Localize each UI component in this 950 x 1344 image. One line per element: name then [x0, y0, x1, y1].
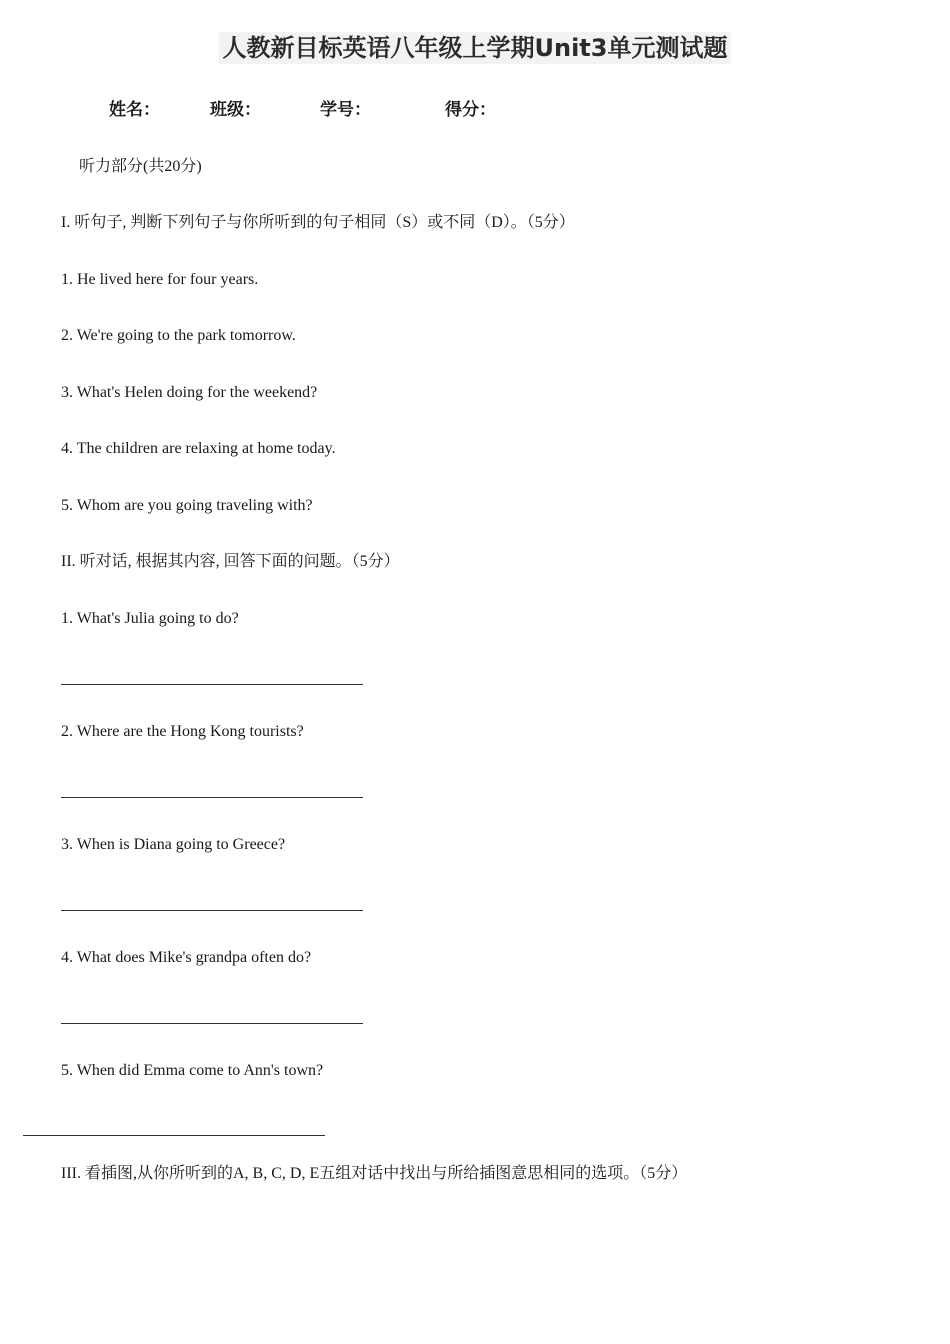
class-label: 班级：	[210, 100, 261, 120]
part2-question-4: 4. What does Mike's grandpa often do?	[61, 949, 312, 966]
part1-item-1: 1. He lived here for four years.	[61, 271, 259, 288]
page-title	[0, 30, 950, 66]
part1-item-2: 2. We're going to the park tomorrow.	[61, 327, 296, 344]
answer-blank-2[interactable]	[61, 797, 363, 798]
part1-item-5: 5. Whom are you going traveling with?	[61, 497, 313, 514]
answer-blank-1[interactable]	[61, 684, 363, 685]
answer-blank-4[interactable]	[61, 1023, 363, 1024]
part2-question-2: 2. Where are the Hong Kong tourists?	[61, 723, 304, 740]
score-label: 得分：	[445, 100, 496, 120]
student-info-row	[0, 97, 950, 123]
answer-blank-5[interactable]	[23, 1135, 325, 1136]
part1-item-3: 3. What's Helen doing for the weekend?	[61, 384, 318, 401]
part2-heading: II. 听对话, 根据其内容, 回答下面的问题。（5分）	[61, 553, 400, 570]
answer-blank-3[interactable]	[61, 910, 363, 911]
part2-question-1: 1. What's Julia going to do?	[61, 610, 239, 627]
name-label: 姓名：	[109, 100, 160, 120]
part2-question-3: 3. When is Diana going to Greece?	[61, 836, 286, 853]
part2-question-5: 5. When did Emma come to Ann's town?	[61, 1062, 324, 1079]
part3-heading: III. 看插图,从你所听到的A, B, C, D, E五组对话中找出与所给插图意思相同的选项。（5分）	[61, 1165, 688, 1182]
part1-item-4: 4. The children are relaxing at home today.	[61, 440, 336, 457]
listening-section-heading: 听力部分(共20分)	[79, 158, 202, 175]
number-label: 学号：	[320, 100, 371, 120]
title-text: 人教新目标英语八年级上学期Unit3单元测试题	[219, 32, 732, 64]
part1-heading: I. 听句子, 判断下列句子与你所听到的句子相同（S）或不同（D）。（5分）	[61, 214, 575, 231]
